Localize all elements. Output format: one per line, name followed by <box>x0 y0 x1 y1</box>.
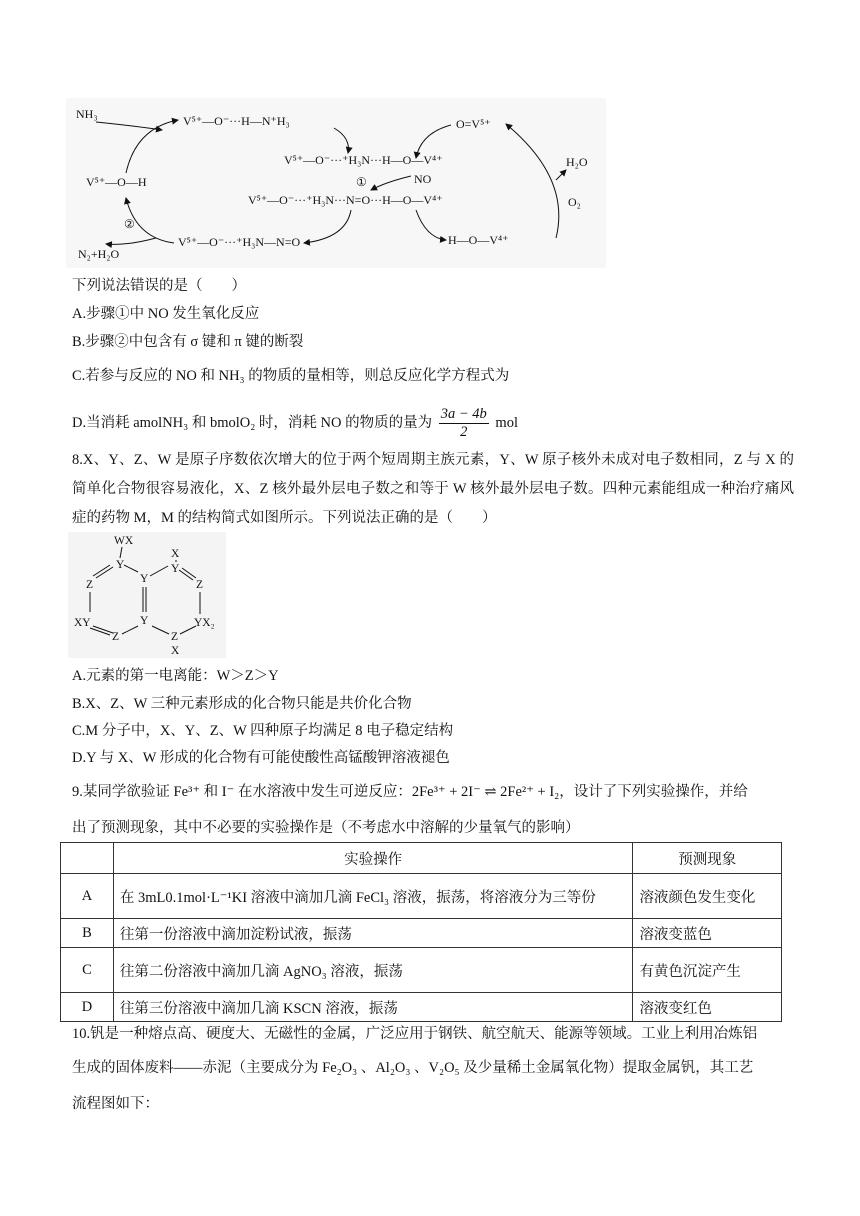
q7-option-c: C.若参与反应的 NO 和 NH₃ 的物质的量相等，则总反应化学方程式为 <box>72 368 510 384</box>
label-mid-chain2: V⁵⁺—O⁻···⁺H₃N···N=O···H—O—V⁴⁺ <box>248 193 443 207</box>
label-products: N₂+H₂O <box>78 247 120 261</box>
label-left-species: V⁵⁺—O—H <box>86 175 147 189</box>
table-row <box>61 874 782 919</box>
q10-line3: 流程图如下： <box>72 1096 159 1112</box>
q9-stem-line1: 9.某同学欲验证 Fe³⁺ 和 I⁻ 在水溶液中发生可逆反应：2Fe³⁺ + 2I⁻ ⇌ 2Fe²⁺ + I₂，设计了下列实验操作，并给 <box>72 784 748 800</box>
label-right-top: O=V⁵⁺ <box>456 117 491 131</box>
label-nh3: NH₃ <box>76 107 98 121</box>
row-key: A <box>61 874 114 919</box>
q8-option-d: D.Y 与 X、W 形成的化合物有可能使酸性高锰酸钾溶液褪色 <box>72 750 450 766</box>
arrow-no-in <box>371 176 411 190</box>
struct-y4: Y <box>140 615 149 627</box>
label-step2: ② <box>124 217 135 231</box>
struct-yx2: YX₂ <box>194 617 215 629</box>
struct-y3: Y <box>171 563 180 575</box>
row-key: D <box>61 993 114 1022</box>
fraction <box>439 406 489 441</box>
q7-option-d <box>72 406 518 441</box>
table-header-cell: 预测现象 <box>633 843 782 874</box>
arrow-right-down <box>334 128 348 153</box>
row-key: B <box>61 919 114 948</box>
arrow-products-out <box>106 238 156 244</box>
row-phenomenon: 溶液颜色发生变化 <box>633 874 782 919</box>
fraction-numerator: 3a − 4b <box>440 406 487 423</box>
reaction-mechanism-figure <box>66 98 606 268</box>
struct-x-bottom: X <box>171 645 180 657</box>
struct-y2: Y <box>140 573 149 585</box>
struct-y1: Y <box>116 559 125 571</box>
label-h2o: H₂O <box>566 155 588 169</box>
table-row <box>61 919 782 948</box>
label-no: NO <box>414 172 432 186</box>
arrow-nh3-in <box>96 122 162 130</box>
experiment-table <box>60 842 782 1022</box>
label-o2: O₂ <box>568 195 581 209</box>
struct-z2: Z <box>196 579 204 591</box>
label-top-chain: V⁵⁺—O⁻···H—N⁺H₃ <box>183 114 290 128</box>
label-step1: ① <box>356 175 367 189</box>
arrow-right-bottom-out <box>416 210 446 240</box>
arrow-down-left <box>304 210 351 243</box>
arrow-left-up <box>126 120 178 173</box>
table-row <box>61 993 782 1022</box>
unit: mol <box>495 415 518 431</box>
label-right-bottom: H—O—V⁴⁺ <box>448 233 509 247</box>
row-key: C <box>61 948 114 993</box>
row-phenomenon: 有黄色沉淀产生 <box>633 948 782 993</box>
fraction-denominator: 2 <box>460 424 468 441</box>
struct-xy: XY <box>74 617 91 629</box>
table-row <box>61 948 782 993</box>
row-operation: 在 3mL0.1mol·L⁻¹KI 溶液中滴加几滴 FeCl₃ 溶液，振荡，将溶液分为三等份 <box>113 874 633 919</box>
arrow-o2-cycle <box>506 124 559 238</box>
q8-stem: 8.X、Y、Z、W 是原子序数依次增大的位于两个短周期主族元素，Y、W 原子核外未成对电子数相同，Z 与 X 的简单化合物很容易液化，X、Z 核外最外层电子数之和等于 W 核外最外层电子数。四种元素能组成一种治疗痛风症的药物 M，M 的结构简式如图所示。下列说法正确的是（ ） <box>72 452 794 526</box>
q7-option-b: B.步骤②中包含有 σ 键和 π 键的断裂 <box>72 334 304 350</box>
structure-figure <box>68 532 226 658</box>
table-header-cell <box>61 843 114 874</box>
row-phenomenon: 溶液变蓝色 <box>633 919 782 948</box>
struct-z3: Z <box>112 631 120 643</box>
struct-x-top: X <box>171 548 180 560</box>
q10-line1: 10.钒是一种熔点高、硬度大、无磁性的金属，广泛应用于钢铁、航空航天、能源等领域。工业上利用冶炼铝 <box>72 1026 758 1042</box>
row-operation: 往第一份溶液中滴加淀粉试液，振荡 <box>113 919 633 948</box>
q10-line2: 生成的固体废料——赤泥（主要成分为 Fe₂O₃ 、Al₂O₃ 、V₂O₅ 及少量稀土金属氧化物）提取金属钒，其工艺 <box>72 1060 754 1076</box>
q9-stem-line2: 出了预测现象，其中不必要的实验操作是（不考虑水中溶解的少量氧气的影响） <box>72 820 580 836</box>
row-phenomenon: 溶液变红色 <box>633 993 782 1022</box>
row-operation: 往第三份溶液中滴加几滴 KSCN 溶液，振荡 <box>113 993 633 1022</box>
q8-option-b: B.X、Z、W 三种元素形成的化合物只能是共价化合物 <box>72 696 412 712</box>
q7-option-d-prefix: D.当消耗 amolNH₃ 和 bmolO₂ 时，消耗 NO 的物质的量为 <box>72 415 433 431</box>
row-operation: 往第二份溶液中滴加几滴 AgNO₃ 溶液，振荡 <box>113 948 633 993</box>
struct-z1: Z <box>86 579 94 591</box>
label-mid-chain1: V⁵⁺—O⁻···⁺H₃N···H—O—V⁴⁺ <box>284 153 443 167</box>
table-header-row <box>61 843 782 874</box>
q8-option-a: A.元素的第一电离能：W＞Z＞Y <box>72 668 279 684</box>
arrow-h2o-out <box>556 170 566 180</box>
q7-stem: 下列说法错误的是（ ） <box>72 278 246 294</box>
q8-option-c: C.M 分子中，X、Y、Z、W 四种原子均满足 8 电子稳定结构 <box>72 723 454 739</box>
struct-z4: Z <box>171 631 179 643</box>
label-bottom-chain: V⁵⁺—O⁻···⁺H₃N—N=O <box>178 235 301 249</box>
struct-wx: WX <box>114 535 134 547</box>
q7-option-a: A.步骤①中 NO 发生氧化反应 <box>72 306 260 322</box>
table-header-cell: 实验操作 <box>113 843 633 874</box>
